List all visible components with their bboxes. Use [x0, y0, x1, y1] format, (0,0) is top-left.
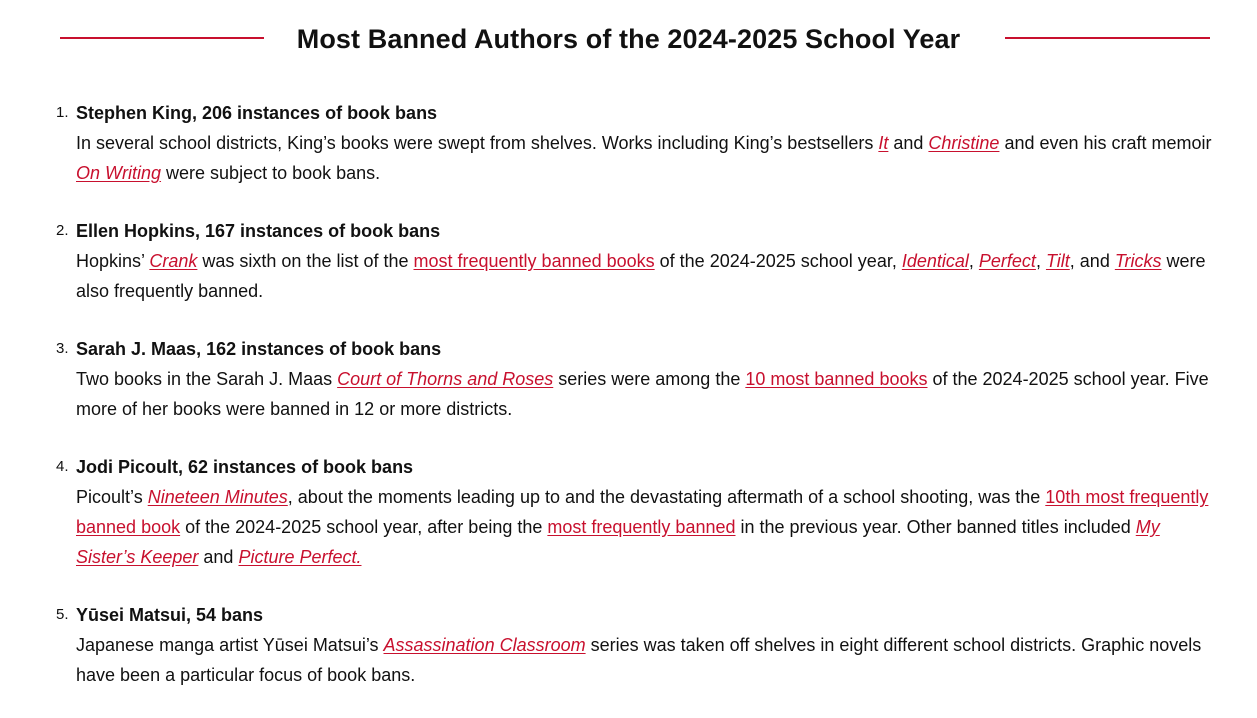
page-title: Most Banned Authors of the 2024-2025 School Year: [296, 24, 961, 54]
description-text: In several school districts, King’s books were swept from shelves. Works including King’s bestsellers: [76, 133, 879, 153]
link-10-most-banned-books[interactable]: 10 most banned books: [745, 369, 928, 389]
description-text: , about the moments leading up to and the devastating aftermath of a school shooting, was the: [287, 487, 1046, 507]
author-description: [76, 364, 1216, 424]
description-text: in the previous year. Other banned titles included: [735, 517, 1136, 537]
book-link-tilt[interactable]: Tilt: [1045, 251, 1070, 271]
book-link-nineteen-minutes[interactable]: Nineteen Minutes: [147, 487, 288, 507]
list-number: 1.: [56, 104, 69, 121]
author-heading: Ellen Hopkins, 167 instances of book bans: [76, 221, 441, 241]
book-link-picture-perfect[interactable]: Picture Perfect.: [238, 547, 362, 567]
description-text: Japanese manga artist Yūsei Matsui’s: [76, 635, 384, 655]
book-link-christine[interactable]: Christine: [928, 133, 1000, 153]
book-link-identical[interactable]: Identical: [901, 251, 969, 271]
book-link-it[interactable]: It: [878, 133, 889, 153]
description-text: were subject to book bans.: [161, 163, 381, 183]
book-link-tricks[interactable]: Tricks: [1114, 251, 1162, 271]
author-description: [76, 128, 1216, 188]
description-text: of the 2024-2025 school year, after being the: [180, 517, 548, 537]
list-number: 2.: [56, 222, 69, 239]
list-item: [0, 216, 1216, 306]
author-heading: Yūsei Matsui, 54 bans: [76, 605, 264, 625]
list-number: 3.: [56, 340, 69, 357]
link-10th-most-frequently-banned-book[interactable]: 10th most frequently banned book: [76, 487, 1209, 537]
link-most-frequently-banned-books[interactable]: most frequently banned books: [413, 251, 655, 271]
book-link-crank[interactable]: Crank: [149, 251, 198, 271]
list-item: [0, 452, 1216, 572]
description-text: Picoult’s: [76, 487, 148, 507]
list-item: [0, 600, 1216, 690]
author-description: [76, 482, 1216, 572]
section-header: [0, 0, 1257, 80]
author-heading: Jodi Picoult, 62 instances of book bans: [76, 457, 414, 477]
description-text: Two books in the Sarah J. Maas: [76, 369, 338, 389]
description-text: and: [888, 133, 929, 153]
author-description: [76, 630, 1216, 690]
description-text: , and: [1069, 251, 1115, 271]
book-link-assassination-classroom[interactable]: Assassination Classroom: [383, 635, 586, 655]
author-heading: Stephen King, 206 instances of book bans: [76, 103, 438, 123]
author-heading: Sarah J. Maas, 162 instances of book bans: [76, 339, 442, 359]
list-item: [0, 334, 1216, 424]
description-text: series was taken off shelves in eight different school districts. Graphic novels have been a particular focus of book bans.: [76, 635, 1202, 685]
description-text: and: [198, 547, 239, 567]
description-text: of the 2024-2025 school year. Five more of her books were banned in 12 or more districts.: [76, 369, 1209, 419]
description-text: ,: [1035, 251, 1046, 271]
list-number: 4.: [56, 458, 69, 475]
list-item: [0, 98, 1216, 188]
list-number: 5.: [56, 606, 69, 623]
description-text: of the 2024-2025 school year,: [654, 251, 902, 271]
description-text: was sixth on the list of the: [197, 251, 414, 271]
description-text: were also frequently banned.: [76, 251, 1206, 301]
banned-authors-list: [0, 98, 1257, 718]
description-text: and even his craft memoir: [999, 133, 1212, 153]
description-text: Hopkins’: [76, 251, 150, 271]
book-link-court-of-thorns-and-roses[interactable]: Court of Thorns and Roses: [337, 369, 554, 389]
book-link-perfect[interactable]: Perfect: [978, 251, 1036, 271]
book-link-my-sisters-keeper[interactable]: My Sister’s Keeper: [76, 517, 1160, 567]
header-rule-right: [1005, 37, 1210, 39]
description-text: ,: [968, 251, 979, 271]
book-link-on-writing[interactable]: On Writing: [76, 163, 162, 183]
description-text: series were among the: [553, 369, 746, 389]
author-description: [76, 246, 1216, 306]
link-most-frequently-banned[interactable]: most frequently banned: [547, 517, 736, 537]
